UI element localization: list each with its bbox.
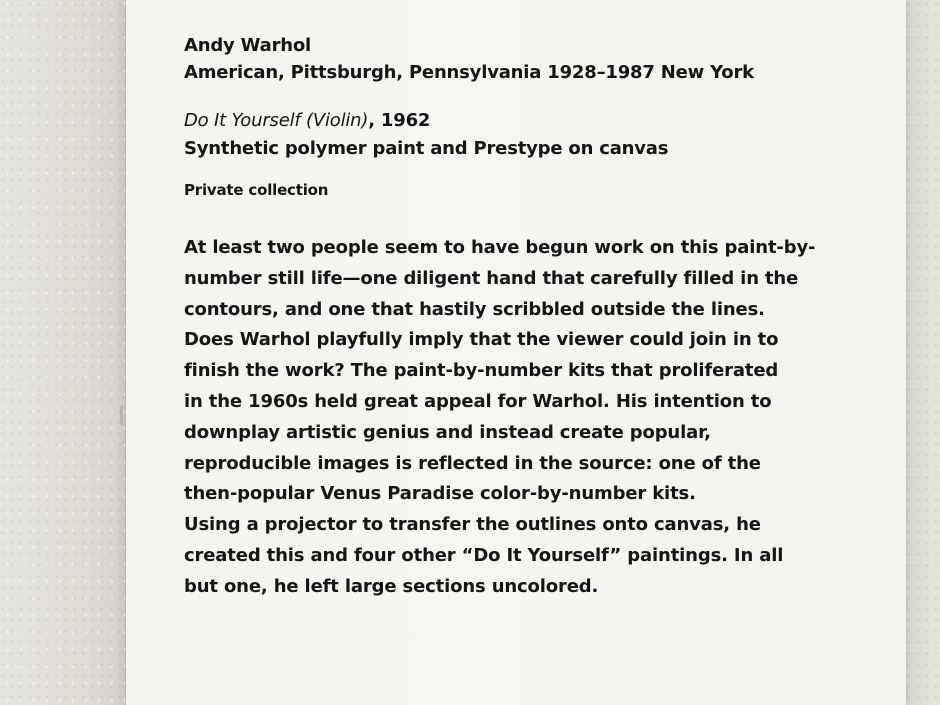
- artwork-title-line: [184, 107, 874, 135]
- artwork-year: , 1962: [368, 110, 431, 131]
- description-line: then-popular Venus Paradise color-by-number kits.: [184, 483, 696, 505]
- artwork-title: Do It Yourself (Violin): [184, 110, 369, 131]
- textured-wall-left: [0, 0, 126, 705]
- artist-biography: American, Pittsburgh, Pennsylvania 1928–1987 New York: [184, 62, 754, 83]
- label-content: [184, 33, 874, 603]
- artist-name: Andy Warhol: [184, 35, 312, 56]
- textured-wall-right: [906, 0, 940, 705]
- description-line: downplay artistic genius and instead create popular,: [184, 421, 711, 443]
- description-line: finish the work? The paint-by-number kits that proliferated: [184, 360, 779, 382]
- description-line: contours, and one that hastily scribbled outside the lines.: [184, 298, 765, 320]
- description-line: number still life—one diligent hand that carefully filled in the: [184, 267, 799, 289]
- wall-mark: [120, 405, 123, 425]
- description-line: reproducible images is reflected in the source: one of the: [184, 452, 761, 474]
- description-line: created this and four other “Do It Yourself” paintings. In all: [184, 544, 784, 566]
- artwork-description: [184, 233, 874, 603]
- credit-line: Private collection: [184, 181, 329, 199]
- artwork-medium: Synthetic polymer paint and Prestype on canvas: [184, 138, 669, 159]
- description-line: At least two people seem to have begun work on this paint-by-: [184, 237, 816, 258]
- description-line: Using a projector to transfer the outlines onto canvas, he: [184, 514, 761, 536]
- description-line: in the 1960s held great appeal for Warhol. His intention to: [184, 390, 772, 412]
- museum-wall-label: [126, 0, 906, 705]
- description-line: Does Warhol playfully imply that the viewer could join in to: [184, 329, 779, 351]
- description-line: but one, he left large sections uncolored.: [184, 575, 599, 597]
